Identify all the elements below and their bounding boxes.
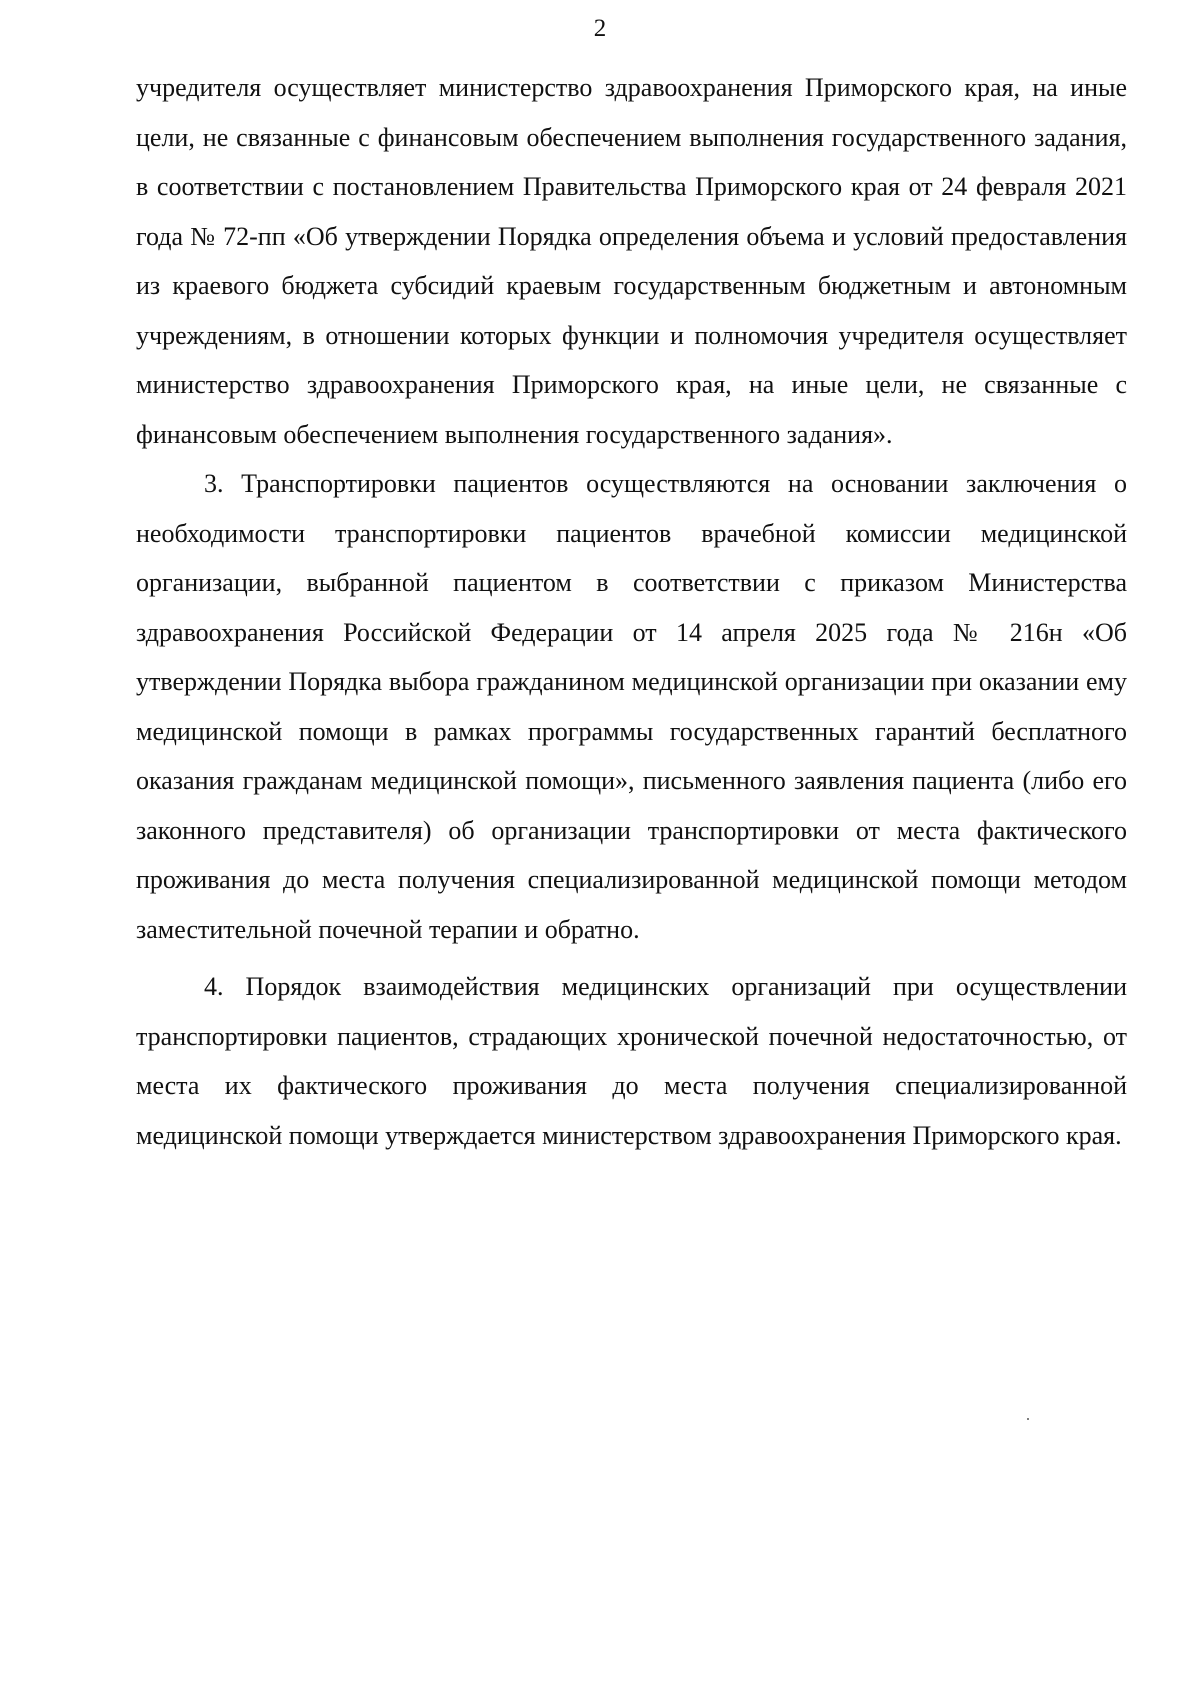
document-body	[136, 63, 1127, 1160]
scan-speck	[1027, 1418, 1029, 1420]
paragraph-item-4: 4. Порядок взаимодействия медицинских организаций при осуществлении транспортировки пациентов, страдающих хронической почечной недостаточностью, от места их фактического проживания до места получения специализированной медицинской помощи утверждается министерством здравоохранения Приморского края.	[136, 972, 1127, 1150]
page-number: 2	[593, 15, 607, 42]
paragraph-continuation: учредителя осуществляет министерство здравоохранения Приморского края, на иные цели, не связанные с финансовым обеспечением выполнения государственного задания, в соответствии с постановлением Правительства Приморского края от 24 февраля 2021 года № 72-пп «Об утверждении Порядка определения объема и условий предоставления из краевого бюджета субсидий краевым государственным бюджетным и автономным учреждениям, в отношении которых функции и полномочия учредителя осуществляет министерство здравоохранения Приморского края, на иные цели, не связанные с финансовым обеспечением выполнения государственного задания».	[136, 73, 1127, 449]
paragraph-item-3: 3. Транспортировки пациентов осуществляются на основании заключения о необходимости транспортировки пациентов врачебной комиссии медицинской организации, выбранной пациентом в соответствии с приказом Министерства здравоохранения Российской Федерации от 14 апреля 2025 года № 216н «Об утверждении Порядка выбора гражданином медицинской организации при оказании ему медицинской помощи в рамках программы государственных гарантий бесплатного оказания гражданам медицинской помощи», письменного заявления пациента (либо его законного представителя) об организации транспортировки от места фактического проживания до места получения специализированной медицинской помощи методом заместительной почечной терапии и обратно.	[136, 469, 1127, 944]
